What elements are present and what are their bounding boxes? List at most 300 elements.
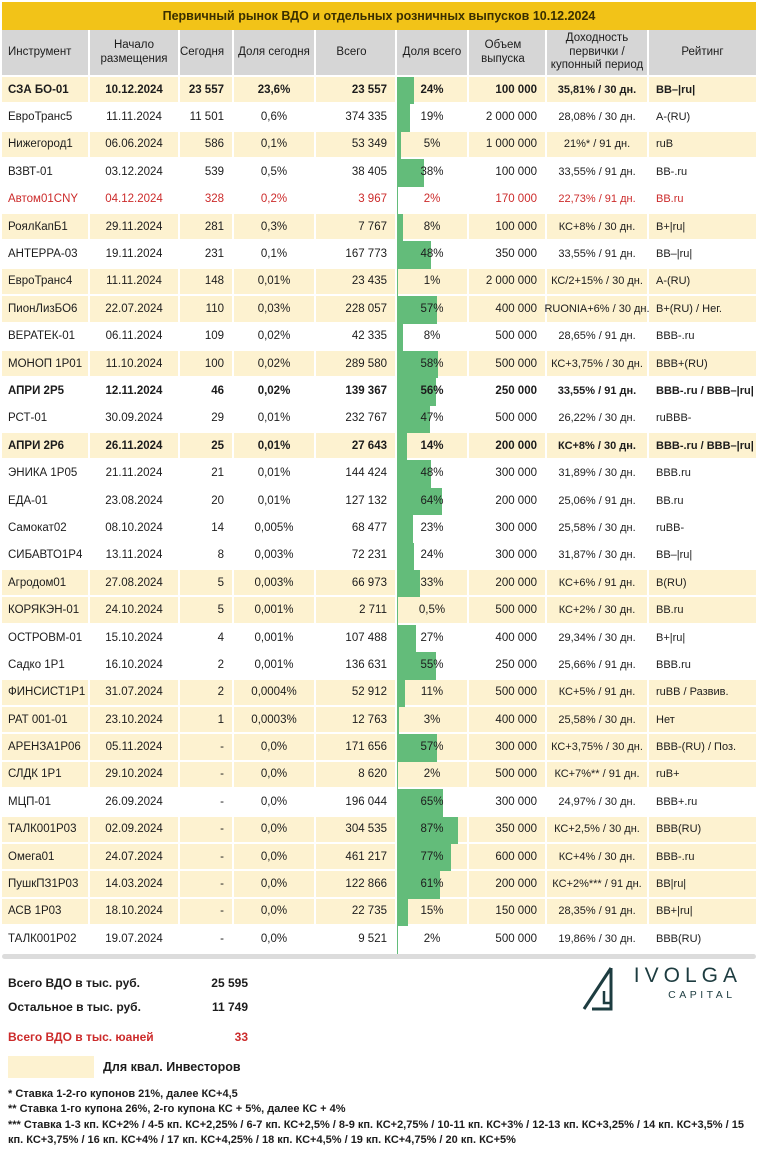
total-cell: 23 557 xyxy=(316,77,395,102)
total-cell: 9 521 xyxy=(316,926,395,951)
start-date-cell: 06.11.2024 xyxy=(90,324,178,349)
start-date-cell: 02.09.2024 xyxy=(90,817,178,842)
total-cell: 38 405 xyxy=(316,159,395,184)
volume-cell: 300 000 xyxy=(469,460,545,485)
start-date-cell: 04.12.2024 xyxy=(90,187,178,212)
total-cell: 171 656 xyxy=(316,734,395,759)
rating-cell: BB.ru xyxy=(649,187,756,212)
instrument-cell: АРЕНЗА1Р06 xyxy=(2,734,88,759)
table-row xyxy=(2,844,756,871)
share-today-cell: 0,01% xyxy=(234,460,314,485)
share-total-bar xyxy=(397,543,414,570)
yield-cell: 33,55% / 91 дн. xyxy=(547,241,647,266)
rating-cell: ruB xyxy=(649,132,756,157)
today-cell: 281 xyxy=(180,214,232,239)
yield-cell: 33,55% / 91 дн. xyxy=(547,378,647,403)
volume-cell: 500 000 xyxy=(469,926,545,951)
start-date-cell: 27.08.2024 xyxy=(90,570,178,595)
table-row xyxy=(2,926,756,953)
volume-cell: 400 000 xyxy=(469,625,545,650)
instrument-cell: МОНОП 1Р01 xyxy=(2,351,88,376)
today-cell: - xyxy=(180,871,232,896)
start-date-cell: 23.08.2024 xyxy=(90,488,178,513)
today-cell: 5 xyxy=(180,597,232,622)
share-today-cell: 0,01% xyxy=(234,433,314,458)
ivolga-triangle-icon xyxy=(580,965,626,1011)
today-cell: 5 xyxy=(180,570,232,595)
share-total-cell: 2% xyxy=(397,187,467,212)
instrument-cell: АСВ 1Р03 xyxy=(2,899,88,924)
today-cell: 100 xyxy=(180,351,232,376)
today-cell: 231 xyxy=(180,241,232,266)
table-row xyxy=(2,899,756,926)
volume-cell: 400 000 xyxy=(469,296,545,321)
share-total-bar xyxy=(397,214,403,241)
start-date-cell: 13.11.2024 xyxy=(90,543,178,568)
share-today-cell: 0,0% xyxy=(234,926,314,951)
share-total-cell: 8% xyxy=(397,324,467,349)
instrument-cell: РСТ-01 xyxy=(2,406,88,431)
total-cell: 27 643 xyxy=(316,433,395,458)
instrument-cell: ВЕРАТЕК-01 xyxy=(2,324,88,349)
total-cell: 7 767 xyxy=(316,214,395,239)
share-total-bar xyxy=(397,77,414,104)
yield-cell: 31,87% / 30 дн. xyxy=(547,543,647,568)
rating-cell: BBB+(RU) xyxy=(649,351,756,376)
today-cell: - xyxy=(180,789,232,814)
rating-cell: B+(RU) / Нег. xyxy=(649,296,756,321)
today-cell: 148 xyxy=(180,269,232,294)
today-cell: 23 557 xyxy=(180,77,232,102)
share-total-cell: 48% xyxy=(397,241,467,266)
rating-cell: ruB+ xyxy=(649,762,756,787)
rating-cell: B+|ru| xyxy=(649,625,756,650)
instrument-cell: АНТЕРРА-03 xyxy=(2,241,88,266)
share-total-bar xyxy=(397,187,398,214)
instrument-cell: КОРЯКЭН-01 xyxy=(2,597,88,622)
yield-cell: КС+3,75% / 30 дн. xyxy=(547,351,647,376)
volume-cell: 250 000 xyxy=(469,652,545,677)
volume-cell: 500 000 xyxy=(469,324,545,349)
start-date-cell: 14.03.2024 xyxy=(90,871,178,896)
share-today-cell: 0,0% xyxy=(234,762,314,787)
total-cell: 127 132 xyxy=(316,488,395,513)
column-header: Сегодня xyxy=(180,30,232,75)
share-today-cell: 0,02% xyxy=(234,378,314,403)
instrument-cell: СЗА БО-01 xyxy=(2,77,88,102)
instrument-cell: Самокат02 xyxy=(2,515,88,540)
qualified-investors-legend xyxy=(8,1056,750,1078)
column-header: Объем выпуска xyxy=(469,30,545,75)
instrument-cell: ЕвроТранс4 xyxy=(2,269,88,294)
start-date-cell: 21.11.2024 xyxy=(90,460,178,485)
table-row xyxy=(2,296,756,323)
footnote-3: *** Ставка 1-3 кп. КС+2% / 4-5 кп. КС+2,25% / 6-7 кп. КС+2,5% / 8-9 кп. КС+2,75% / 10-11 кп. КС+3% / 12-13 кп. КС+3,25% / 14 кп. КС+3,5% / 15 кп. КС+3,75% / 16 кп. КС+4% / 17 кп. КС+4,25% / 18 кп. КС+4,5% / 19 кп. КС+4,75% / 20 кп. КС+5% xyxy=(8,1118,750,1149)
start-date-cell: 05.11.2024 xyxy=(90,734,178,759)
yield-cell: КС+4% / 30 дн. xyxy=(547,844,647,869)
table-row xyxy=(2,597,756,624)
yield-cell: 25,06% / 91 дн. xyxy=(547,488,647,513)
share-total-cell: 24% xyxy=(397,543,467,568)
instrument-cell: ЕвроТранс5 xyxy=(2,104,88,129)
today-cell: - xyxy=(180,844,232,869)
share-today-cell: 0,03% xyxy=(234,296,314,321)
share-total-cell: 0,5% xyxy=(397,597,467,622)
share-total-cell: 57% xyxy=(397,734,467,759)
today-cell: - xyxy=(180,899,232,924)
yield-cell: 35,81% / 30 дн. xyxy=(547,77,647,102)
today-cell: 110 xyxy=(180,296,232,321)
volume-cell: 100 000 xyxy=(469,77,545,102)
total-cell: 3 967 xyxy=(316,187,395,212)
table-row xyxy=(2,351,756,378)
logo-wordmark xyxy=(634,965,742,1001)
yield-cell: 26,22% / 30 дн. xyxy=(547,406,647,431)
yield-cell: 33,55% / 91 дн. xyxy=(547,159,647,184)
volume-cell: 300 000 xyxy=(469,543,545,568)
yield-cell: КС/2+15% / 30 дн. xyxy=(547,269,647,294)
total-vdo-yuan-row xyxy=(8,1027,750,1047)
start-date-cell: 26.09.2024 xyxy=(90,789,178,814)
column-header: Всего xyxy=(316,30,395,75)
yield-cell: 28,65% / 91 дн. xyxy=(547,324,647,349)
share-today-cell: 0,001% xyxy=(234,625,314,650)
instrument-cell: ЕДА-01 xyxy=(2,488,88,513)
yield-cell: 21%* / 91 дн. xyxy=(547,132,647,157)
table-row xyxy=(2,159,756,186)
share-today-cell: 0,0% xyxy=(234,844,314,869)
column-header: Рейтинг xyxy=(649,30,756,75)
rating-cell: BBB+.ru xyxy=(649,789,756,814)
instrument-cell: РоялКапБ1 xyxy=(2,214,88,239)
total-cell: 22 735 xyxy=(316,899,395,924)
volume-cell: 200 000 xyxy=(469,570,545,595)
volume-cell: 400 000 xyxy=(469,707,545,732)
start-date-cell: 19.07.2024 xyxy=(90,926,178,951)
table-row xyxy=(2,871,756,898)
total-cell: 304 535 xyxy=(316,817,395,842)
share-total-cell: 64% xyxy=(397,488,467,513)
instrument-cell: Нижегород1 xyxy=(2,132,88,157)
instrument-cell: ОСТРОВМ-01 xyxy=(2,625,88,650)
share-total-cell: 57% xyxy=(397,296,467,321)
table-row xyxy=(2,214,756,241)
logo-subtitle: CAPITAL xyxy=(634,989,742,1001)
share-total-cell: 3% xyxy=(397,707,467,732)
today-cell: 46 xyxy=(180,378,232,403)
footnote-2: ** Ставка 1-го купона 26%, 2-го купона КС + 5%, далее КС + 4% xyxy=(8,1102,750,1118)
today-cell: 1 xyxy=(180,707,232,732)
share-today-cell: 0,2% xyxy=(234,187,314,212)
share-today-cell: 0,01% xyxy=(234,488,314,513)
share-today-cell: 0,0% xyxy=(234,871,314,896)
start-date-cell: 16.10.2024 xyxy=(90,652,178,677)
total-cell: 2 711 xyxy=(316,597,395,622)
share-today-cell: 0,001% xyxy=(234,597,314,622)
today-cell: 14 xyxy=(180,515,232,540)
share-today-cell: 0,1% xyxy=(234,132,314,157)
share-total-cell: 8% xyxy=(397,214,467,239)
report-title: Первичный рынок ВДО и отдельных розничных выпусков 10.12.2024 xyxy=(2,2,756,30)
total-cell: 196 044 xyxy=(316,789,395,814)
rating-cell: BB–|ru| xyxy=(649,77,756,102)
start-date-cell: 29.10.2024 xyxy=(90,762,178,787)
table-row xyxy=(2,707,756,734)
rating-cell: BB+|ru| xyxy=(649,899,756,924)
table-row xyxy=(2,187,756,214)
share-total-cell: 14% xyxy=(397,433,467,458)
today-cell: 539 xyxy=(180,159,232,184)
share-today-cell: 23,6% xyxy=(234,77,314,102)
share-total-bar xyxy=(397,269,398,296)
rating-cell: BB|ru| xyxy=(649,871,756,896)
instrument-cell: ПионЛизБО6 xyxy=(2,296,88,321)
share-today-cell: 0,01% xyxy=(234,269,314,294)
table-row xyxy=(2,269,756,296)
instrument-cell: АПРИ 2Р5 xyxy=(2,378,88,403)
yield-cell: 22,73% / 91 дн. xyxy=(547,187,647,212)
share-total-cell: 77% xyxy=(397,844,467,869)
share-today-cell: 0,02% xyxy=(234,351,314,376)
table-row xyxy=(2,132,756,159)
share-total-cell: 27% xyxy=(397,625,467,650)
share-today-cell: 0,001% xyxy=(234,652,314,677)
share-total-cell: 2% xyxy=(397,926,467,951)
total-cell: 122 866 xyxy=(316,871,395,896)
qualified-legend-label: Для квал. Инвесторов xyxy=(103,1060,241,1074)
total-cell: 66 973 xyxy=(316,570,395,595)
column-header: Доходность первички / купонный период xyxy=(547,30,647,75)
today-cell: 586 xyxy=(180,132,232,157)
instrument-cell: Агродом01 xyxy=(2,570,88,595)
yield-cell: 25,58% / 30 дн. xyxy=(547,515,647,540)
share-total-cell: 58% xyxy=(397,351,467,376)
rating-cell: ruBB / Развив. xyxy=(649,680,756,705)
rating-cell: BB-.ru xyxy=(649,159,756,184)
instrument-cell: ВЗВТ-01 xyxy=(2,159,88,184)
total-cell: 52 912 xyxy=(316,680,395,705)
logo-name: IVOLGA xyxy=(634,965,742,986)
footnote-1: * Ставка 1-2-го купонов 21%, далее КС+4,5 xyxy=(8,1087,750,1103)
total-cell: 12 763 xyxy=(316,707,395,732)
yield-cell: КС+5% / 91 дн. xyxy=(547,680,647,705)
today-cell: 328 xyxy=(180,187,232,212)
today-cell: 25 xyxy=(180,433,232,458)
today-cell: 109 xyxy=(180,324,232,349)
today-cell: - xyxy=(180,734,232,759)
yield-cell: КС+7%** / 91 дн. xyxy=(547,762,647,787)
table-row xyxy=(2,433,756,460)
table-row xyxy=(2,543,756,570)
share-today-cell: 0,0004% xyxy=(234,680,314,705)
yield-cell: 19,86% / 30 дн. xyxy=(547,926,647,951)
today-cell: 20 xyxy=(180,488,232,513)
total-vdo-yuan-label: Всего ВДО в тыс. юаней xyxy=(8,1030,168,1044)
share-total-cell: 5% xyxy=(397,132,467,157)
column-header: Начало размещения xyxy=(90,30,178,75)
yield-cell: КС+6% / 91 дн. xyxy=(547,570,647,595)
table-row xyxy=(2,378,756,405)
share-today-cell: 0,5% xyxy=(234,159,314,184)
share-today-cell: 0,0% xyxy=(234,899,314,924)
column-header: Доля сегодня xyxy=(234,30,314,75)
table-row xyxy=(2,324,756,351)
start-date-cell: 11.11.2024 xyxy=(90,104,178,129)
share-today-cell: 0,0% xyxy=(234,734,314,759)
share-total-cell: 87% xyxy=(397,817,467,842)
volume-cell: 170 000 xyxy=(469,187,545,212)
share-total-cell: 56% xyxy=(397,378,467,403)
table-row xyxy=(2,460,756,487)
yield-cell: 28,35% / 91 дн. xyxy=(547,899,647,924)
volume-cell: 500 000 xyxy=(469,680,545,705)
rating-cell: B(RU) xyxy=(649,570,756,595)
rating-cell: BB–|ru| xyxy=(649,241,756,266)
column-header: Инструмент xyxy=(2,30,88,75)
yield-cell: КС+8% / 30 дн. xyxy=(547,433,647,458)
start-date-cell: 18.10.2024 xyxy=(90,899,178,924)
share-total-cell: 61% xyxy=(397,871,467,896)
share-today-cell: 0,0% xyxy=(234,817,314,842)
share-total-cell: 33% xyxy=(397,570,467,595)
today-cell: - xyxy=(180,817,232,842)
volume-cell: 500 000 xyxy=(469,762,545,787)
instrument-cell: ПушкПЗ1Р03 xyxy=(2,871,88,896)
volume-cell: 2 000 000 xyxy=(469,104,545,129)
report-footer xyxy=(2,959,756,1149)
volume-cell: 100 000 xyxy=(469,214,545,239)
yield-cell: КС+8% / 30 дн. xyxy=(547,214,647,239)
total-vdo-rub-label: Всего ВДО в тыс. руб. xyxy=(8,976,168,990)
today-cell: 29 xyxy=(180,406,232,431)
total-cell: 139 367 xyxy=(316,378,395,403)
table-body xyxy=(2,77,756,954)
instrument-cell: Омега01 xyxy=(2,844,88,869)
start-date-cell: 08.10.2024 xyxy=(90,515,178,540)
share-total-cell: 24% xyxy=(397,77,467,102)
yield-cell: 25,58% / 30 дн. xyxy=(547,707,647,732)
ivolga-capital-logo xyxy=(580,965,742,1011)
instrument-cell: ТАЛК001Р02 xyxy=(2,926,88,951)
table-row xyxy=(2,680,756,707)
table-row xyxy=(2,406,756,433)
rating-cell: BBB(RU) xyxy=(649,926,756,951)
share-today-cell: 0,005% xyxy=(234,515,314,540)
table-row xyxy=(2,77,756,104)
start-date-cell: 10.12.2024 xyxy=(90,77,178,102)
today-cell: - xyxy=(180,762,232,787)
share-total-cell: 47% xyxy=(397,406,467,431)
start-date-cell: 06.06.2024 xyxy=(90,132,178,157)
rating-cell: ruBB- xyxy=(649,515,756,540)
start-date-cell: 26.11.2024 xyxy=(90,433,178,458)
rating-cell: BBB-.ru / BBB–|ru| xyxy=(649,378,756,403)
volume-cell: 200 000 xyxy=(469,433,545,458)
share-today-cell: 0,0% xyxy=(234,789,314,814)
rating-cell: B+|ru| xyxy=(649,214,756,239)
start-date-cell: 11.10.2024 xyxy=(90,351,178,376)
rating-cell: BBB.ru xyxy=(649,652,756,677)
share-total-bar xyxy=(397,104,410,131)
share-total-bar xyxy=(397,899,408,926)
share-total-bar xyxy=(397,324,403,351)
today-cell: 8 xyxy=(180,543,232,568)
today-cell: 21 xyxy=(180,460,232,485)
bond-table xyxy=(2,30,756,959)
share-total-bar xyxy=(397,680,405,707)
table-header-row xyxy=(2,30,756,77)
total-vdo-rub-value: 25 595 xyxy=(168,976,248,990)
volume-cell: 200 000 xyxy=(469,488,545,513)
volume-cell: 500 000 xyxy=(469,406,545,431)
volume-cell: 100 000 xyxy=(469,159,545,184)
start-date-cell: 15.10.2024 xyxy=(90,625,178,650)
yield-cell: 28,08% / 30 дн. xyxy=(547,104,647,129)
rating-cell: BB.ru xyxy=(649,488,756,513)
rating-cell: BBB-.ru xyxy=(649,844,756,869)
volume-cell: 300 000 xyxy=(469,515,545,540)
total-cell: 42 335 xyxy=(316,324,395,349)
table-row xyxy=(2,241,756,268)
table-row xyxy=(2,625,756,652)
start-date-cell: 03.12.2024 xyxy=(90,159,178,184)
volume-cell: 200 000 xyxy=(469,871,545,896)
volume-cell: 150 000 xyxy=(469,899,545,924)
other-rub-label: Остальное в тыс. руб. xyxy=(8,1000,168,1014)
volume-cell: 350 000 xyxy=(469,817,545,842)
today-cell: 4 xyxy=(180,625,232,650)
instrument-cell: АПРИ 2Р6 xyxy=(2,433,88,458)
rating-cell: Нет xyxy=(649,707,756,732)
table-row xyxy=(2,789,756,816)
yield-cell: КС+2,5% / 30 дн. xyxy=(547,817,647,842)
total-cell: 8 620 xyxy=(316,762,395,787)
share-total-cell: 11% xyxy=(397,680,467,705)
share-total-cell: 1% xyxy=(397,269,467,294)
other-rub-value: 11 749 xyxy=(168,1000,248,1014)
rating-cell: BBB-.ru xyxy=(649,324,756,349)
total-cell: 228 057 xyxy=(316,296,395,321)
volume-cell: 600 000 xyxy=(469,844,545,869)
rating-cell: BBB.ru xyxy=(649,460,756,485)
share-today-cell: 0,003% xyxy=(234,543,314,568)
share-today-cell: 0,6% xyxy=(234,104,314,129)
share-total-bar xyxy=(397,625,416,652)
volume-cell: 500 000 xyxy=(469,351,545,376)
rating-cell: A-(RU) xyxy=(649,104,756,129)
yield-cell: 25,66% / 91 дн. xyxy=(547,652,647,677)
share-today-cell: 0,3% xyxy=(234,214,314,239)
volume-cell: 2 000 000 xyxy=(469,269,545,294)
total-cell: 144 424 xyxy=(316,460,395,485)
total-cell: 68 477 xyxy=(316,515,395,540)
total-cell: 167 773 xyxy=(316,241,395,266)
table-row xyxy=(2,734,756,761)
instrument-cell: ЭНИКА 1Р05 xyxy=(2,460,88,485)
today-cell: 2 xyxy=(180,680,232,705)
table-row xyxy=(2,762,756,789)
total-cell: 107 488 xyxy=(316,625,395,650)
total-cell: 72 231 xyxy=(316,543,395,568)
footnotes xyxy=(8,1087,750,1149)
share-today-cell: 0,1% xyxy=(234,241,314,266)
total-cell: 289 580 xyxy=(316,351,395,376)
table-row xyxy=(2,488,756,515)
volume-cell: 1 000 000 xyxy=(469,132,545,157)
table-row xyxy=(2,570,756,597)
share-today-cell: 0,01% xyxy=(234,406,314,431)
start-date-cell: 30.09.2024 xyxy=(90,406,178,431)
